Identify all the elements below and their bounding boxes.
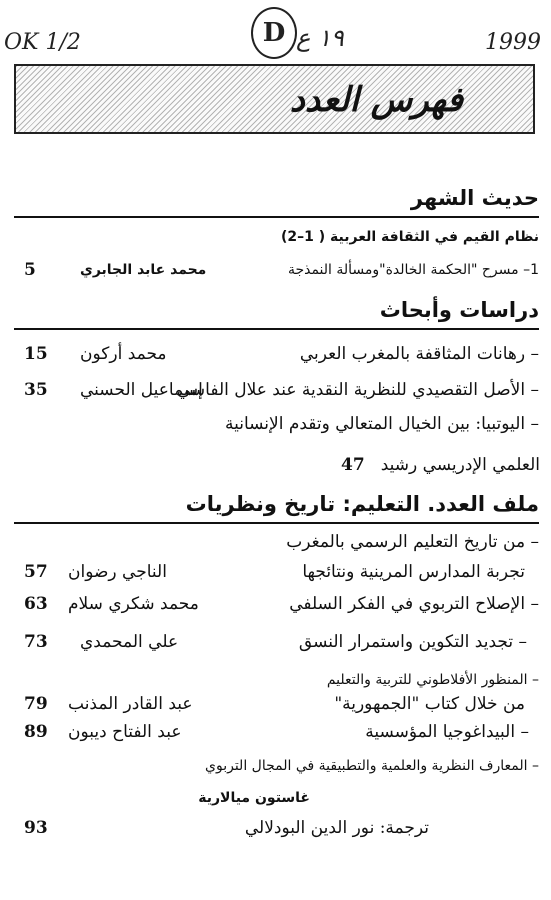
toc-entry <box>12 256 539 284</box>
section-rule-1 <box>14 216 539 218</box>
entry-page: 89 <box>24 722 48 742</box>
entry-author-line: العلمي الإدريسي رشيد <box>380 455 540 475</box>
toc-entry <box>12 410 539 438</box>
toc-entry <box>12 718 539 746</box>
entry-author: غاستون ميالارية <box>198 790 310 806</box>
toc-entry <box>60 784 310 812</box>
entry-title: 1– مسرح "الحكمة الخالدة"ومسألة النمذجة <box>287 262 539 278</box>
entry-author: محمد عابد الجابري <box>80 262 207 278</box>
subheading: نظام القيم في الثقافة العربية ( 1–2) <box>280 229 539 245</box>
entry-page: 93 <box>24 818 48 838</box>
entry-author: علي المحمدي <box>80 632 179 652</box>
entry-author: محمد أركون <box>80 344 167 364</box>
entry-title: – الأصل التقصيدي للنظرية النقدية عند علال الفاسي <box>176 380 539 400</box>
toc-entry <box>12 376 539 404</box>
entry-title: – البيداغوجيا المؤسسية <box>365 722 529 742</box>
handwritten-note-mid: ١٩ ع <box>296 24 344 52</box>
entry-author: عبد القادر المذنب <box>68 694 193 714</box>
entry-author: إسماعيل الحسني <box>80 380 203 400</box>
page-title: فهرس العدد <box>289 80 463 120</box>
entry-title: ترجمة: نور الدين البودلالي <box>244 818 429 838</box>
entry-page: 73 <box>24 632 48 652</box>
entry-page: 5 <box>24 260 36 280</box>
toc-entry <box>12 528 539 556</box>
entry-author: الناجي رضوان <box>68 562 167 582</box>
section-heading-2: دراسات وأبحاث <box>379 298 539 322</box>
toc-entry <box>12 814 539 842</box>
entry-title: – المنظور الأفلاطوني للتربية والتعليم <box>326 672 539 688</box>
entry-page: 57 <box>24 562 48 582</box>
section-heading-3: ملف العدد. التعليم: تاريخ ونظريات <box>185 492 539 516</box>
toc-entry <box>12 752 539 780</box>
handwritten-year: 1999 <box>485 30 541 55</box>
entry-title: – الإصلاح التربوي في الفكر السلفي <box>289 594 539 614</box>
entry-author: عبد الفتاح ديبون <box>68 722 182 742</box>
circled-letter: D <box>251 7 297 59</box>
section-rule-2 <box>14 328 539 330</box>
entry-title: – المعارف النظرية والعلمية والتطبيقية في المجال التربوي <box>205 758 539 774</box>
entry-page: 63 <box>24 594 48 614</box>
entry-author: محمد شكري سلام <box>68 594 199 614</box>
toc-entry <box>12 690 539 718</box>
entry-page: 35 <box>24 380 48 400</box>
entry-title: من خلال كتاب "الجمهورية" <box>334 694 525 714</box>
entry-page: 15 <box>24 344 48 364</box>
entry-page: 47 <box>341 455 365 475</box>
toc-entry <box>12 590 539 618</box>
handwritten-note-left: OK 1/2 <box>4 30 81 55</box>
toc-entry <box>12 628 539 656</box>
toc-entry <box>12 340 539 368</box>
subheading-row <box>12 223 539 251</box>
toc-entry-meta <box>12 558 212 586</box>
entry-title: – اليوتبيا: بين الخيال المتعالي وتقدم الإنسانية <box>224 414 539 434</box>
entry-title: – من تاريخ التعليم الرسمي بالمغرب <box>286 532 539 552</box>
section-rule-3 <box>14 522 539 524</box>
entry-title: تجربة المدارس المرينية ونتائجها <box>302 562 525 582</box>
entry-page: 79 <box>24 694 48 714</box>
section-heading-1: حديث الشهر <box>410 186 539 210</box>
toc-entry-extra <box>240 451 540 479</box>
title-box <box>14 64 535 134</box>
entry-title: – رهانات المثاقفة بالمغرب العربي <box>299 344 539 364</box>
entry-title: – تجديد التكوين واستمرار النسق <box>298 632 527 652</box>
